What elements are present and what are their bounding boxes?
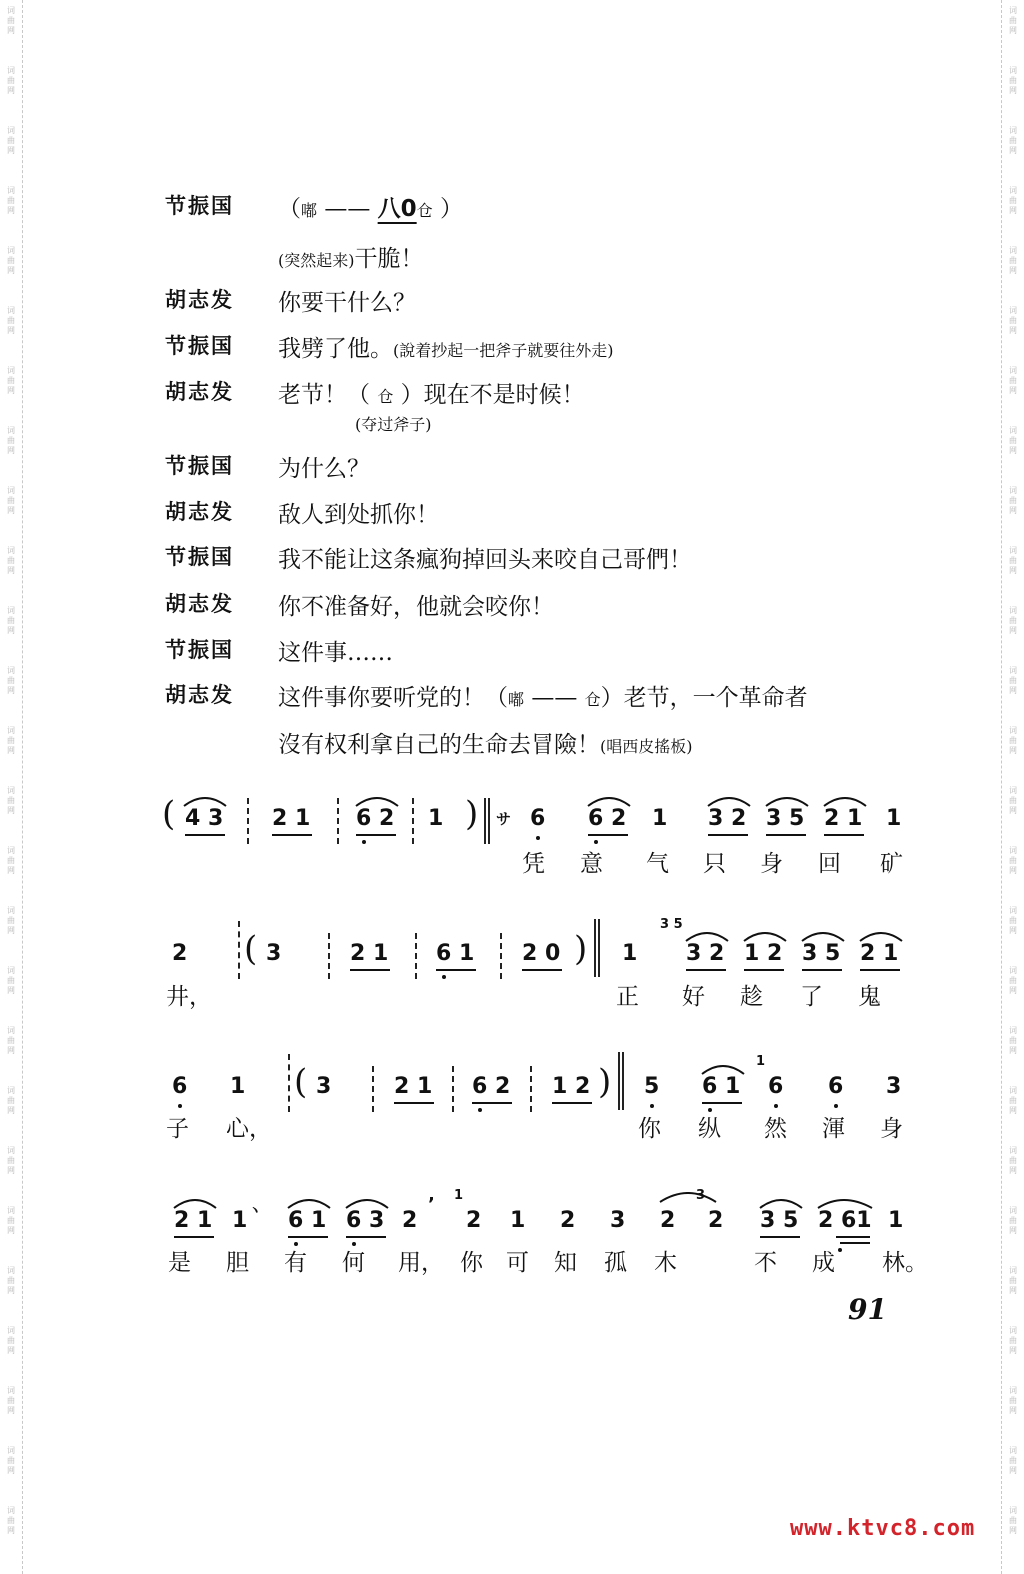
- line-text: 这件事……: [278, 640, 393, 666]
- margin-watermark: 词 曲 网: [7, 966, 15, 995]
- margin-watermark: 词 曲 网: [7, 1506, 15, 1535]
- margin-watermark: 词 曲 网: [1009, 966, 1017, 995]
- grace-notes: 3 5: [660, 917, 683, 932]
- note: 3 2: [686, 941, 725, 966]
- margin-watermark: 词 曲 网: [7, 906, 15, 935]
- lyric: 孤: [604, 1250, 627, 1276]
- note: 2 1: [394, 1074, 433, 1099]
- underline: [840, 1242, 870, 1244]
- line-text: 你不准备好，他就会咬你！: [278, 594, 554, 620]
- note: 1 2: [552, 1074, 591, 1099]
- margin-watermark: 词 曲 网: [1009, 1146, 1017, 1175]
- paren-close: ）: [432, 196, 463, 222]
- underline: [802, 969, 842, 971]
- note: 6 3: [346, 1208, 385, 1233]
- underline: [436, 969, 476, 971]
- note: 3 5: [766, 806, 805, 831]
- note: 1: [622, 941, 638, 966]
- note: 3: [266, 941, 282, 966]
- underline: [346, 1236, 386, 1238]
- margin-watermark: 词 曲 网: [1009, 786, 1017, 815]
- margin-watermark: 词 曲 网: [7, 1266, 15, 1295]
- lyric: 回: [818, 851, 841, 877]
- note: 6 2: [588, 806, 627, 831]
- line-text: 干脆！: [354, 246, 424, 272]
- lyric: 成: [812, 1250, 835, 1276]
- margin-watermark: 词 曲 网: [7, 1206, 15, 1235]
- lyric: 纵: [698, 1116, 721, 1142]
- note: 6: [828, 1074, 844, 1099]
- margin-watermark: 词 曲 网: [1009, 546, 1017, 575]
- lyric: 身: [880, 1116, 903, 1142]
- paren-open: (: [294, 1062, 308, 1102]
- lyric: 好: [682, 984, 705, 1010]
- breath-mark: ’: [428, 1194, 435, 1215]
- margin-watermark: 词 曲 网: [1009, 246, 1017, 275]
- lyric: 你: [638, 1116, 661, 1142]
- note: 2 1: [272, 806, 311, 831]
- lyric: 鬼: [858, 984, 881, 1010]
- speaker: 胡志发: [165, 500, 234, 524]
- lyric: 子: [166, 1116, 189, 1142]
- underline: [552, 1102, 592, 1104]
- margin-watermark: 词 曲 网: [7, 606, 15, 635]
- speaker: 胡志发: [165, 380, 234, 404]
- dash: ——: [524, 685, 585, 711]
- lower-octave-dot: [834, 1104, 838, 1108]
- lyric: 是: [168, 1250, 191, 1276]
- underline: [394, 1102, 434, 1104]
- margin-watermark: 词 曲 网: [1009, 606, 1017, 635]
- note: 2 0: [522, 941, 561, 966]
- note: 3: [886, 1074, 902, 1099]
- margin-watermark: 词 曲 网: [1009, 726, 1017, 755]
- lower-octave-dot: [838, 1248, 842, 1252]
- margin-watermark: 词 曲 网: [1009, 306, 1017, 335]
- margin-watermark: 词 曲 网: [7, 486, 15, 515]
- underline: [824, 834, 864, 836]
- note: 3: [610, 1208, 626, 1233]
- margin-watermark: 词 曲 网: [1009, 426, 1017, 455]
- margin-watermark: 词 曲 网: [1009, 1326, 1017, 1355]
- stage-direction: (唱西皮搖板): [600, 737, 693, 756]
- lyric: 可: [506, 1250, 529, 1276]
- beat: 嘟: [301, 201, 318, 220]
- underline: [174, 1236, 214, 1238]
- note: 6: [172, 1074, 188, 1099]
- underline: [272, 834, 312, 836]
- score-row-2: [160, 917, 940, 1035]
- margin-watermark: 词 曲 网: [7, 846, 15, 875]
- beat-notation: 八0: [377, 196, 417, 222]
- paren-open: （: [278, 196, 301, 222]
- lower-octave-dot: [650, 1104, 654, 1108]
- note: 1 2: [744, 941, 783, 966]
- free-meter-mark: サ: [496, 810, 512, 828]
- line-text: 沒有权利拿自己的生命去冒險！: [278, 732, 600, 758]
- line-text: 这件事你要听党的！（: [278, 685, 508, 711]
- beat: 嘟: [508, 690, 525, 709]
- note: 1: [230, 1074, 246, 1099]
- paren-close: ): [598, 1062, 612, 1102]
- lyric: 用，: [398, 1250, 444, 1276]
- margin-watermark: 词 曲 网: [1009, 1086, 1017, 1115]
- underline: [702, 1102, 742, 1104]
- line-text: 老节！（: [278, 382, 378, 408]
- margin-watermark: 词 曲 网: [7, 126, 15, 155]
- lyric: 然: [764, 1116, 787, 1142]
- margin-watermark: 词 曲 网: [7, 1146, 15, 1175]
- note: 6: [530, 806, 546, 831]
- slur-marks: [160, 790, 940, 820]
- note: 4 3: [185, 806, 224, 831]
- line-text: 我劈了他。: [278, 336, 393, 362]
- page-number: 91: [848, 1293, 887, 1326]
- underline: [356, 834, 396, 836]
- margin-watermark: 词 曲 网: [7, 366, 15, 395]
- score-row-3: [160, 1054, 940, 1168]
- note: 6: [768, 1074, 784, 1099]
- lyric: 只: [703, 851, 726, 877]
- underline: [766, 834, 806, 836]
- note: 1: [428, 806, 444, 831]
- lyric: 木: [654, 1250, 677, 1276]
- margin-watermark: 词 曲 网: [7, 1386, 15, 1415]
- lyric: 身: [760, 851, 783, 877]
- speaker: 节振国: [165, 454, 234, 478]
- margin-watermark: 词 曲 网: [1009, 366, 1017, 395]
- lyric: 有: [284, 1250, 307, 1276]
- margin-watermark: 词 曲 网: [1009, 1026, 1017, 1055]
- margin-watermark: 词 曲 网: [7, 786, 15, 815]
- lyric: 心，: [226, 1116, 272, 1142]
- underline: [185, 834, 225, 836]
- beat: 仓: [416, 201, 433, 220]
- margin-watermark: 词 曲 网: [7, 426, 15, 455]
- note: 6 1: [288, 1208, 327, 1233]
- grace-note: 1: [454, 1188, 464, 1203]
- lower-octave-dot: [536, 836, 540, 840]
- paren-close: ): [465, 794, 479, 834]
- margin-watermark: 词 曲 网: [7, 186, 15, 215]
- lyric: 正: [616, 984, 639, 1010]
- margin-watermark: 词 曲 网: [7, 6, 15, 35]
- margin-watermark: 词 曲 网: [1009, 846, 1017, 875]
- underline: [472, 1102, 512, 1104]
- margin-watermark: 词 曲 网: [1009, 6, 1017, 35]
- stage-direction: (突然起来): [278, 251, 355, 270]
- underline: [686, 969, 726, 971]
- note: 6 2: [356, 806, 395, 831]
- margin-watermark: 词 曲 网: [1009, 906, 1017, 935]
- slur-marks: [160, 1058, 940, 1088]
- note: 2 1: [174, 1208, 213, 1233]
- lyric: 意: [580, 851, 603, 877]
- line-text: 敌人到处抓你！: [278, 502, 439, 528]
- beat: 仓: [377, 387, 394, 406]
- margin-watermark: 词 曲 网: [7, 1086, 15, 1115]
- lower-octave-dot: [362, 840, 366, 844]
- margin-watermark: 词 曲 网: [7, 246, 15, 275]
- underline: [588, 834, 628, 836]
- note: 3: [316, 1074, 332, 1099]
- note: 6 2: [472, 1074, 511, 1099]
- lyric: 不: [754, 1250, 777, 1276]
- margin-watermark: 词 曲 网: [7, 306, 15, 335]
- margin-watermark: 词 曲 网: [1009, 1446, 1017, 1475]
- underline: [708, 834, 748, 836]
- underline: [744, 969, 784, 971]
- note: 3 5: [760, 1208, 799, 1233]
- note: 1: [510, 1208, 526, 1233]
- slur-marks: [160, 925, 940, 955]
- margin-watermark: 词 曲 网: [1009, 1206, 1017, 1235]
- speaker: 节振国: [165, 194, 234, 218]
- margin-watermark: 词 曲 网: [1009, 1506, 1017, 1535]
- speaker: 胡志发: [165, 288, 234, 312]
- note: 6 1: [436, 941, 475, 966]
- margin-watermark: 词 曲 网: [1009, 666, 1017, 695]
- lower-octave-dot: [594, 840, 598, 844]
- line-text: ）老节，一个革命者: [600, 685, 808, 711]
- lyric: 凭: [522, 851, 545, 877]
- line-text: 你要干什么？: [278, 290, 416, 316]
- lyric: 渾: [822, 1116, 845, 1142]
- breath-mark: ヽ: [248, 1203, 262, 1219]
- margin-watermark: 词 曲 网: [1009, 126, 1017, 155]
- stage-direction: (夺过斧子): [355, 415, 432, 434]
- note: 5: [644, 1074, 660, 1099]
- note: 2: [466, 1208, 482, 1233]
- stage-direction: (說着抄起一把斧子就要往外走): [393, 341, 614, 360]
- margin-watermark: 词 曲 网: [7, 1446, 15, 1475]
- underline: [760, 1236, 800, 1238]
- line-text: ）现在不是时候！: [393, 382, 585, 408]
- lyric: 林。: [882, 1250, 928, 1276]
- note: 6 1: [702, 1074, 741, 1099]
- lyric: 气: [646, 851, 669, 877]
- underline: [836, 1236, 870, 1238]
- margin-watermark: 词 曲 网: [7, 666, 15, 695]
- lyric: 知: [554, 1250, 577, 1276]
- paren-close: ): [574, 929, 588, 969]
- margin-watermark: 词 曲 网: [7, 1326, 15, 1355]
- right-margin: [1001, 0, 1024, 1574]
- lower-octave-dot: [442, 975, 446, 979]
- note: 3 2: [708, 806, 747, 831]
- note: 2 61: [818, 1208, 872, 1233]
- margin-watermark: 词 曲 网: [1009, 186, 1017, 215]
- note: 3 5: [802, 941, 841, 966]
- lyric: 矿: [880, 851, 903, 877]
- lyric: 趁: [740, 984, 763, 1010]
- dash: ——: [317, 196, 378, 222]
- grace-note: 3: [696, 1188, 706, 1203]
- left-margin: [0, 0, 23, 1574]
- underline: [350, 969, 390, 971]
- website-watermark[interactable]: www.ktvc8.com: [790, 1516, 976, 1541]
- underline: [288, 1236, 328, 1238]
- note: 1: [652, 806, 668, 831]
- line-text: 为什么？: [278, 456, 370, 482]
- note: 1: [886, 806, 902, 831]
- margin-watermark: 词 曲 网: [7, 1026, 15, 1055]
- margin-watermark: 词 曲 网: [1009, 486, 1017, 515]
- underline: [522, 969, 562, 971]
- margin-watermark: 词 曲 网: [1009, 1386, 1017, 1415]
- lower-octave-dot: [178, 1104, 182, 1108]
- speaker: 胡志发: [165, 592, 234, 616]
- note: 2: [402, 1208, 418, 1233]
- speaker: 节振国: [165, 334, 234, 358]
- underline: [860, 969, 900, 971]
- beat: 仓: [584, 690, 601, 709]
- lyric: 了: [800, 984, 823, 1010]
- lower-octave-dot: [478, 1108, 482, 1112]
- speaker: 胡志发: [165, 683, 234, 707]
- score-row-4: [160, 1188, 940, 1302]
- note: 2: [660, 1208, 676, 1233]
- note: 2: [708, 1208, 724, 1233]
- score-row-1: [160, 790, 940, 900]
- paren-open: (: [162, 794, 176, 834]
- margin-watermark: 词 曲 网: [1009, 66, 1017, 95]
- grace-note: 1: [756, 1054, 766, 1069]
- lyric: 胆: [226, 1250, 249, 1276]
- margin-watermark: 词 曲 网: [1009, 1266, 1017, 1295]
- note: 2 1: [350, 941, 389, 966]
- margin-watermark: 词 曲 网: [7, 546, 15, 575]
- note: 2: [172, 941, 188, 966]
- lyric: 何: [342, 1250, 365, 1276]
- lyric: 井，: [166, 984, 212, 1010]
- lower-octave-dot: [774, 1104, 778, 1108]
- margin-watermark: 词 曲 网: [7, 66, 15, 95]
- paren-open: (: [244, 929, 258, 969]
- lyric: 你: [460, 1250, 483, 1276]
- speaker: 节振国: [165, 638, 234, 662]
- note: 2 1: [860, 941, 899, 966]
- note: 1: [888, 1208, 904, 1233]
- note: 1: [232, 1208, 248, 1233]
- speaker: 节振国: [165, 545, 234, 569]
- note: 2 1: [824, 806, 863, 831]
- note: 2: [560, 1208, 576, 1233]
- margin-watermark: 词 曲 网: [7, 726, 15, 755]
- line-text: 我不能让这条瘋狗掉回头来咬自己哥們！: [278, 547, 692, 573]
- slur-marks: [160, 1192, 940, 1222]
